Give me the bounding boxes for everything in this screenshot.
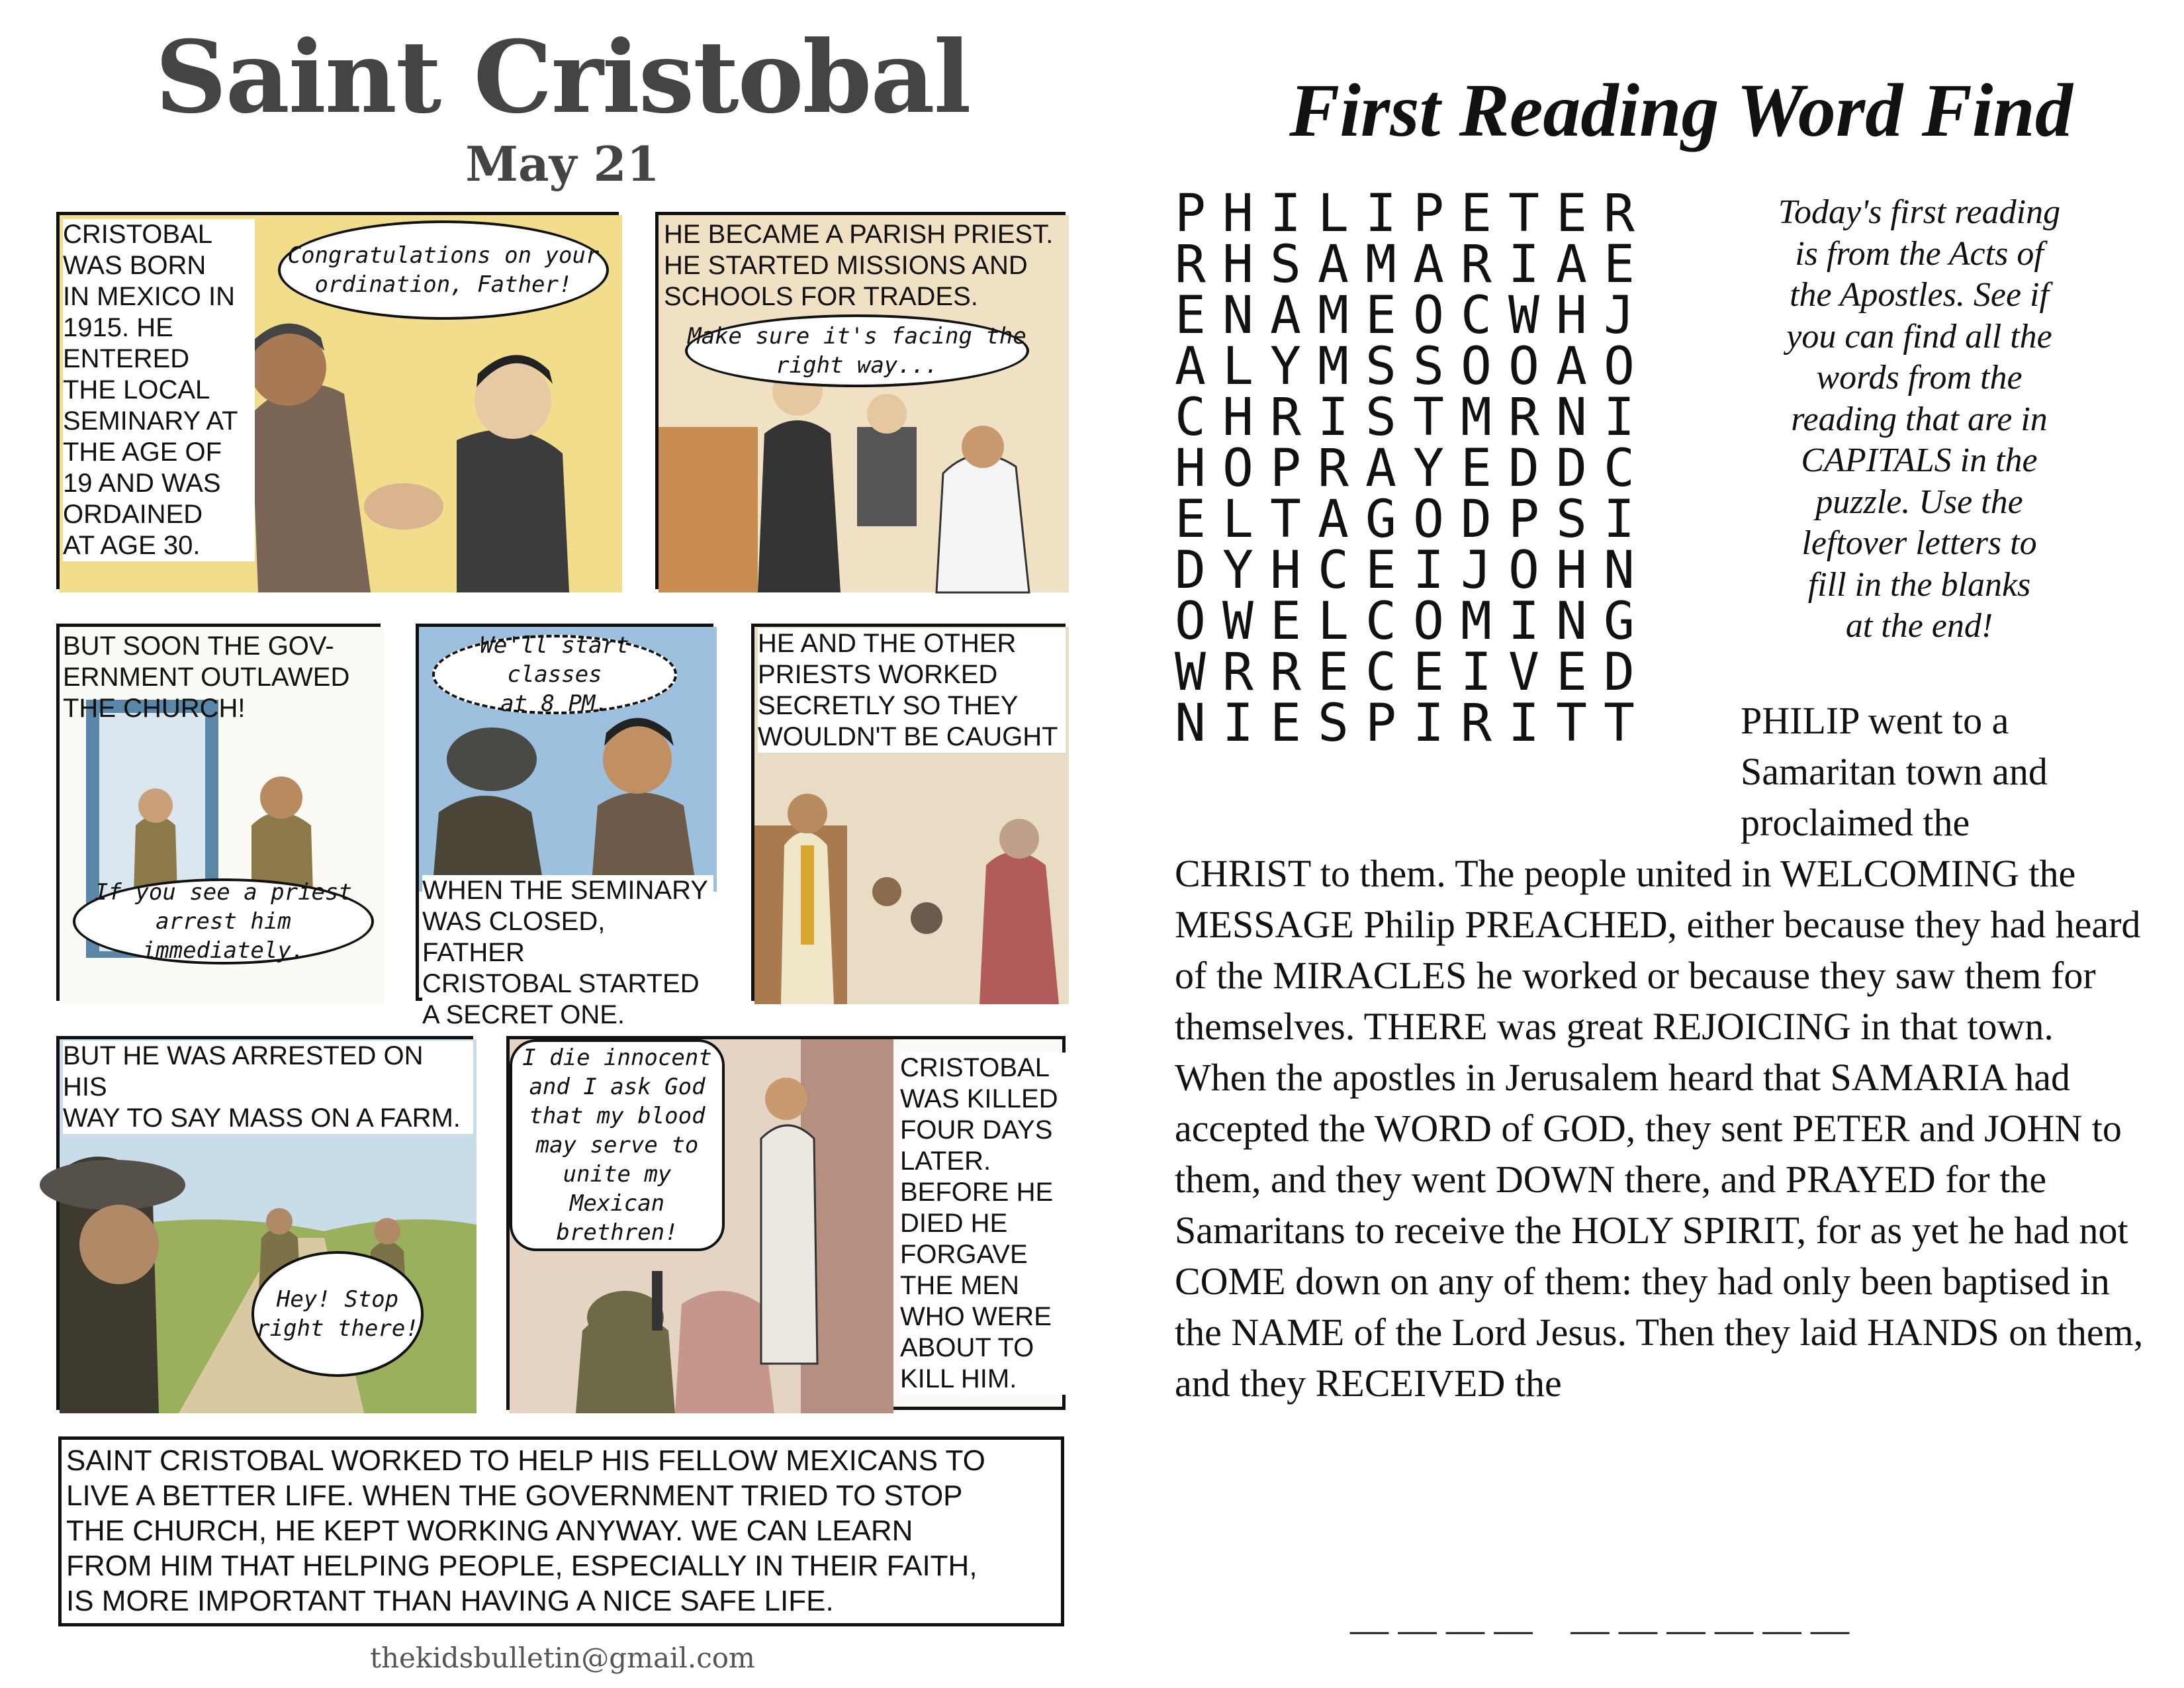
panel-5-caption: HE AND THE OTHER PRIESTS WORKED SECRETLY SO THEY WOULDN'T BE CAUGHT: [758, 628, 1066, 753]
grid-letter[interactable]: O: [1461, 337, 1492, 397]
grid-letter[interactable]: E: [1461, 184, 1492, 244]
panel-1-speech-bubble: Congratulations on your ordination, Father!: [278, 220, 609, 320]
grid-letter[interactable]: M: [1461, 592, 1492, 651]
reading-first-line: PHILIP went to a Samaritan town and proclaimed the: [1741, 699, 2048, 844]
grid-letter[interactable]: D: [1556, 439, 1587, 498]
grid-letter[interactable]: O: [1413, 592, 1444, 651]
grid-letter[interactable]: A: [1556, 235, 1587, 295]
grid-letter[interactable]: E: [1318, 643, 1349, 702]
grid-letter[interactable]: I: [1413, 694, 1444, 753]
feast-date: May 21: [465, 136, 660, 192]
grid-letter[interactable]: G: [1604, 592, 1635, 651]
grid-letter[interactable]: I: [1508, 592, 1539, 651]
grid-letter[interactable]: N: [1604, 541, 1635, 600]
grid-row: [1175, 235, 1651, 295]
instructions-text: Today's first reading is from the Acts of the Apostles. See if you can find all the words from the reading that are in CAPITALS in the puzzle. Use the leftover letters to fill in the blanks at the end!: [1778, 193, 2061, 645]
grid-letter[interactable]: E: [1175, 490, 1206, 549]
grid-letter[interactable]: L: [1318, 592, 1349, 651]
panel-3-speech-bubble: you see a priest arrest him immediately.: [73, 878, 374, 964]
grid-letter[interactable]: N: [1222, 286, 1253, 346]
grid-letter[interactable]: E: [1175, 286, 1206, 346]
grid-letter[interactable]: S: [1413, 337, 1444, 397]
grid-letter[interactable]: D: [1175, 541, 1206, 600]
grid-letter[interactable]: T: [1556, 694, 1587, 753]
grid-letter[interactable]: L: [1222, 490, 1253, 549]
grid-letter[interactable]: S: [1365, 388, 1396, 447]
grid-letter[interactable]: I: [1413, 541, 1444, 600]
grid-letter[interactable]: E: [1365, 541, 1396, 600]
grid-letter[interactable]: E: [1556, 643, 1587, 702]
grid-row: [1175, 184, 1651, 244]
panel-3-caption: BUT SOON THE GOV- ERNMENT OUTLAWED THE CHURCH!: [63, 632, 350, 723]
grid-letter[interactable]: R: [1270, 643, 1301, 702]
grid-letter[interactable]: I: [1365, 184, 1396, 244]
panel-6-speech-bubble: Hey! Stop right there!: [251, 1251, 424, 1377]
grid-letter[interactable]: S: [1270, 235, 1301, 295]
panel-4-caption: WHEN THE SEMINARY WAS CLOSED, FATHER CRISTOBAL STARTED A SECRET ONE.: [422, 875, 713, 1031]
grid-letter[interactable]: O: [1175, 592, 1206, 651]
grid-letter[interactable]: O: [1413, 286, 1444, 346]
grid-letter[interactable]: A: [1318, 490, 1349, 549]
grid-row: [1175, 541, 1651, 600]
reading-paragraph-2: When the apostles in Jerusalem heard that SAMARIA had accepted the WORD of GOD, they sent PETER and JOHN to them, and they went DOWN there, and PRAYED for the Samaritans to receive the HOLY SPIRIT, for as yet he had not COME down on any of them: they had only been baptised in the NAME of the Lord Jesus. Then they laid HANDS on them, and they RECEIVED the: [1175, 1056, 2144, 1405]
word-search-grid[interactable]: [1175, 184, 1651, 753]
grid-letter[interactable]: S: [1365, 337, 1396, 397]
panel-6-caption: BUT HE WAS ARRESTED ON HIS WAY TO SAY MASS ON A FARM.: [63, 1041, 473, 1134]
grid-letter[interactable]: C: [1175, 388, 1206, 447]
panel-2-caption: HE BECAME A PARISH PRIEST. HE STARTED MISSIONS AND SCHOOLS FOR TRADES.: [664, 220, 1054, 311]
grid-letter[interactable]: A: [1318, 235, 1349, 295]
grid-letter[interactable]: R: [1222, 643, 1253, 702]
grid-letter[interactable]: Y: [1413, 439, 1444, 498]
grid-letter[interactable]: J: [1604, 286, 1635, 346]
grid-letter[interactable]: S: [1556, 490, 1587, 549]
grid-letter[interactable]: H: [1222, 235, 1253, 295]
grid-letter[interactable]: N: [1556, 388, 1587, 447]
grid-letter[interactable]: W: [1222, 592, 1253, 651]
grid-letter[interactable]: E: [1365, 286, 1396, 346]
grid-letter[interactable]: H: [1175, 439, 1206, 498]
grid-letter[interactable]: A: [1365, 439, 1396, 498]
grid-letter[interactable]: Y: [1222, 541, 1253, 600]
comic-panel-1: [56, 212, 619, 589]
grid-letter[interactable]: H: [1222, 184, 1253, 244]
grid-letter[interactable]: R: [1461, 235, 1492, 295]
grid-letter[interactable]: P: [1175, 184, 1206, 244]
grid-letter[interactable]: A: [1175, 337, 1206, 397]
grid-letter[interactable]: E: [1556, 184, 1587, 244]
comic-panel-5: [751, 624, 1066, 1001]
grid-letter[interactable]: M: [1318, 337, 1349, 397]
grid-letter[interactable]: G: [1365, 490, 1396, 549]
comic-panel-3: [56, 624, 381, 1001]
grid-letter[interactable]: E: [1270, 592, 1301, 651]
grid-letter[interactable]: M: [1318, 286, 1349, 346]
grid-letter[interactable]: E: [1413, 643, 1444, 702]
grid-letter[interactable]: C: [1365, 592, 1396, 651]
grid-letter[interactable]: P: [1508, 490, 1539, 549]
panel-2-speech-bubble: Make sure it's facing the right way...: [685, 314, 1029, 387]
panel-4-speech-bubble: We'll start classes at 8 PM.: [432, 635, 677, 714]
comic-panel-6: [56, 1036, 473, 1410]
grid-letter[interactable]: A: [1556, 337, 1587, 397]
grid-letter[interactable]: I: [1604, 490, 1635, 549]
page-title: Saint Cristobal: [155, 19, 970, 136]
grid-letter[interactable]: T: [1270, 490, 1301, 549]
comic-panel-2: [655, 212, 1066, 589]
grid-letter[interactable]: N: [1175, 694, 1206, 753]
panel-7-speech-bubble: I die innocent and I ask God that my blood may serve to unite my Mexican brethren!: [510, 1039, 725, 1251]
grid-letter[interactable]: E: [1461, 439, 1492, 498]
grid-letter[interactable]: D: [1508, 439, 1539, 498]
grid-letter[interactable]: C: [1365, 643, 1396, 702]
grid-letter[interactable]: C: [1461, 286, 1492, 346]
grid-letter[interactable]: H: [1222, 388, 1253, 447]
grid-letter[interactable]: V: [1508, 643, 1539, 702]
grid-letter[interactable]: O: [1413, 490, 1444, 549]
grid-letter[interactable]: H: [1556, 286, 1587, 346]
grid-letter[interactable]: O: [1604, 337, 1635, 397]
contact-email[interactable]: thekidsbulletin@gmail.com: [370, 1642, 755, 1674]
word-find-title: First Reading Word Find: [1289, 68, 2073, 152]
grid-letter[interactable]: R: [1270, 388, 1301, 447]
grid-letter[interactable]: J: [1461, 541, 1492, 600]
grid-letter[interactable]: H: [1270, 541, 1301, 600]
grid-letter[interactable]: I: [1604, 388, 1635, 447]
grid-letter[interactable]: I: [1461, 643, 1492, 702]
grid-row: [1175, 643, 1651, 702]
grid-letter[interactable]: P: [1365, 694, 1396, 753]
panel-1-caption: CRISTOBAL WAS BORN IN MEXICO IN 1915. HE ENTERED THE LOCAL SEMINARY AT THE AGE OF 19 AND WAS ORDAINED AT AGE 30.: [63, 219, 255, 561]
reading-passage: [1175, 695, 2154, 1409]
reading-paragraph-1: CHRIST to them. The people united in WELCOMING the MESSAGE Philip PREACHED, either because they had heard of the MIRACLES he worked or because they saw them for themselves. THERE was great REJOICING in that town.: [1175, 852, 2141, 1048]
grid-letter[interactable]: O: [1222, 439, 1253, 498]
grid-letter[interactable]: P: [1270, 439, 1301, 498]
grid-letter[interactable]: E: [1270, 694, 1301, 753]
grid-letter[interactable]: I: [1222, 694, 1253, 753]
comic-panel-7: [506, 1036, 1066, 1410]
grid-letter[interactable]: I: [1508, 235, 1539, 295]
grid-letter[interactable]: R: [1508, 388, 1539, 447]
answer-blanks[interactable]: __ __ __ __ __ __ __ __ __ __: [1350, 1595, 1849, 1638]
grid-letter[interactable]: C: [1604, 439, 1635, 498]
grid-letter[interactable]: W: [1508, 286, 1539, 346]
grid-row: [1175, 286, 1651, 346]
grid-letter[interactable]: L: [1318, 184, 1349, 244]
grid-letter[interactable]: I: [1508, 694, 1539, 753]
grid-row: [1175, 337, 1651, 397]
grid-letter[interactable]: R: [1318, 439, 1349, 498]
grid-letter[interactable]: C: [1318, 541, 1349, 600]
grid-letter[interactable]: W: [1175, 643, 1206, 702]
grid-row: [1175, 439, 1651, 498]
grid-letter[interactable]: M: [1365, 235, 1396, 295]
grid-letter[interactable]: E: [1604, 235, 1635, 295]
grid-letter[interactable]: T: [1508, 184, 1539, 244]
grid-letter[interactable]: O: [1508, 337, 1539, 397]
grid-letter[interactable]: T: [1413, 388, 1444, 447]
grid-letter[interactable]: H: [1556, 541, 1587, 600]
grid-letter[interactable]: R: [1461, 694, 1492, 753]
grid-letter[interactable]: R: [1604, 184, 1635, 244]
grid-letter[interactable]: I: [1318, 388, 1349, 447]
grid-letter[interactable]: N: [1556, 592, 1587, 651]
grid-letter[interactable]: P: [1413, 184, 1444, 244]
grid-letter[interactable]: R: [1175, 235, 1206, 295]
grid-row: [1175, 388, 1651, 447]
grid-letter[interactable]: T: [1604, 694, 1635, 753]
grid-letter[interactable]: Y: [1270, 337, 1301, 397]
grid-letter[interactable]: D: [1604, 643, 1635, 702]
grid-letter[interactable]: M: [1461, 388, 1492, 447]
summary-text: SAINT CRISTOBAL WORKED TO HELP HIS FELLOW MEXICANS TO LIVE A BETTER LIFE. WHEN THE GOVERNMENT TRIED TO STOP THE CHURCH, HE KEPT WORKING ANYWAY. WE CAN LEARN FROM HIM THAT HELPING PEOPLE, ESPECIALLY IN THEIR FAITH, IS MORE IMPORTANT THAN HAVING A NICE SAFE LIFE.: [66, 1444, 985, 1617]
panel-7-caption: CRISTOBAL WAS KILLED FOUR DAYS LATER. BEFORE HE DIED HE FORGAVE THE MEN WHO WERE ABOUT TO KILL HIM.: [900, 1053, 1066, 1395]
grid-letter[interactable]: S: [1318, 694, 1349, 753]
grid-letter[interactable]: D: [1461, 490, 1492, 549]
grid-letter[interactable]: O: [1508, 541, 1539, 600]
grid-letter[interactable]: A: [1413, 235, 1444, 295]
grid-row: [1175, 592, 1651, 651]
grid-row: [1175, 490, 1651, 549]
grid-letter[interactable]: I: [1270, 184, 1301, 244]
grid-letter[interactable]: A: [1270, 286, 1301, 346]
comic-panel-4: [416, 624, 713, 1029]
grid-letter[interactable]: L: [1222, 337, 1253, 397]
